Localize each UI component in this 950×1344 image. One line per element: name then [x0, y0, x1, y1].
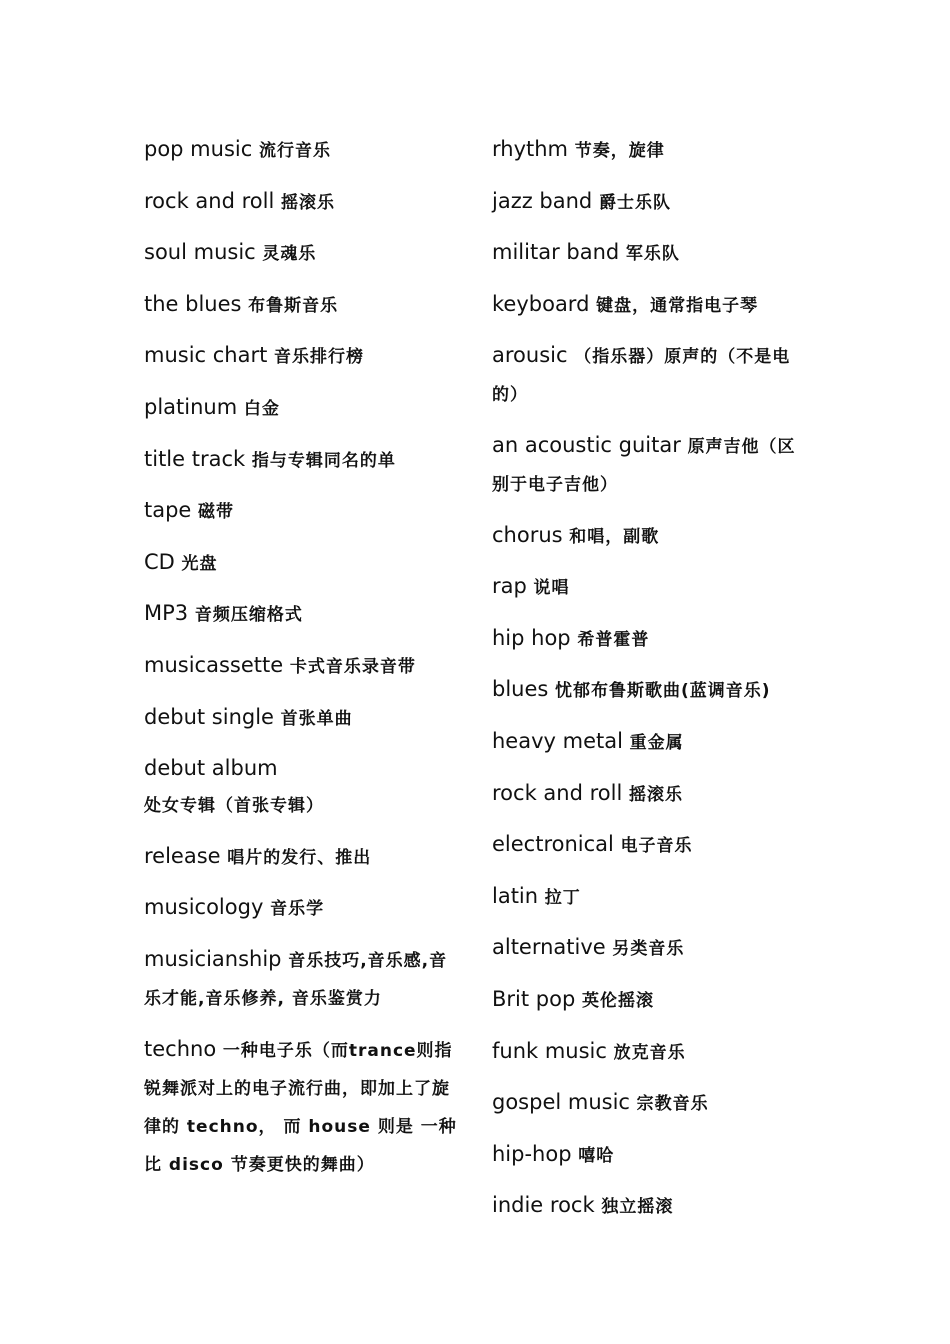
vocab-entry: [492, 183, 810, 221]
vocab-entry: [144, 492, 462, 530]
vocab-entry: [492, 517, 810, 555]
vocab-entry: [492, 1084, 810, 1122]
chinese-definition: 希普霍普: [577, 629, 650, 650]
english-term: keyboard: [492, 291, 590, 316]
vocab-entry: [144, 389, 462, 427]
chinese-definition: 摇滚乐: [628, 784, 683, 805]
english-term: chorus: [492, 522, 563, 547]
chinese-definition: 独立摇滚: [601, 1197, 674, 1218]
english-term: debut single: [144, 704, 274, 729]
english-term: arousic: [492, 343, 568, 368]
english-term: CD: [144, 549, 175, 574]
vocab-entry: [492, 878, 810, 916]
vocab-entry: [144, 647, 462, 685]
chinese-definition: 音乐学: [270, 899, 325, 920]
chinese-definition: 卡式音乐录音带: [289, 656, 416, 677]
english-term: electronical: [492, 832, 614, 857]
vocab-entry: [492, 620, 810, 658]
english-term: funk music: [492, 1038, 607, 1063]
english-term: musicassette: [144, 652, 284, 677]
chinese-definition: 音频压缩格式: [194, 605, 303, 626]
chinese-definition: 白金: [243, 398, 280, 419]
vocab-entry: [492, 1033, 810, 1071]
english-term: militar band: [492, 240, 620, 265]
vocab-entry: [492, 723, 810, 761]
english-term: music chart: [144, 343, 268, 368]
vocab-entry: [144, 286, 462, 324]
english-term: an acoustic guitar: [492, 432, 681, 457]
english-term: indie rock: [492, 1193, 595, 1218]
chinese-definition: 嘻哈: [578, 1145, 615, 1166]
chinese-definition: 键盘，通常指电子琴: [596, 295, 759, 316]
chinese-definition: 电子音乐: [620, 836, 693, 857]
vocab-entry: [492, 427, 810, 503]
vocab-entry: [492, 234, 810, 272]
vocab-entry: [144, 183, 462, 221]
english-term: hip hop: [492, 625, 571, 650]
english-term: alternative: [492, 935, 606, 960]
vocab-entry: [144, 131, 462, 169]
vocab-entry: [492, 775, 810, 813]
chinese-definition: 和唱，副歌: [569, 526, 660, 547]
vocab-entry: [144, 595, 462, 633]
chinese-definition: 音乐排行榜: [274, 347, 365, 368]
chinese-definition: 摇滚乐: [280, 192, 335, 213]
english-term: debut album: [144, 756, 278, 781]
chinese-definition: 处女专辑（首张专辑）: [144, 796, 324, 817]
english-term: rock and roll: [144, 188, 275, 213]
vocab-entry: [492, 929, 810, 967]
english-term: rhythm: [492, 137, 569, 161]
english-term: heavy metal: [492, 728, 623, 753]
chinese-definition: 布鲁斯音乐: [248, 295, 339, 316]
chinese-definition: 原声吉他（区别于电子吉他）: [492, 436, 796, 495]
chinese-definition: （指乐器）原声的（不是电的）: [492, 347, 791, 406]
english-term: release: [144, 843, 221, 868]
vocab-entry: [492, 826, 810, 864]
chinese-definition: 唱片的发行、推出: [227, 847, 372, 868]
english-term: musicianship: [144, 946, 282, 971]
chinese-definition: 军乐队: [625, 244, 680, 265]
chinese-definition: 指与专辑同名的单: [251, 450, 396, 471]
chinese-definition: 忧郁布鲁斯歌曲(蓝调音乐): [555, 681, 771, 702]
english-term: rap: [492, 574, 527, 599]
vocab-entry: [144, 889, 462, 927]
vocab-entry: [144, 1031, 462, 1183]
chinese-definition: 音乐技巧,音乐感,音乐才能,音乐修养, 音乐鉴赏力: [144, 950, 448, 1009]
chinese-definition: 流行音乐: [258, 141, 331, 161]
english-term: pop music: [144, 137, 253, 161]
vocab-entry: [144, 750, 462, 824]
vocab-entry: [144, 838, 462, 876]
chinese-definition: 英伦摇滚: [581, 990, 654, 1011]
english-term: title track: [144, 446, 246, 471]
vocab-entry: [144, 337, 462, 375]
chinese-definition: 节奏，旋律: [574, 141, 665, 161]
english-term: latin: [492, 883, 539, 908]
vocab-entry: [492, 568, 810, 606]
english-term: hip-hop: [492, 1141, 572, 1166]
chinese-definition: 拉丁: [544, 887, 581, 908]
vocab-entry: [144, 544, 462, 582]
vocab-entry: [492, 337, 810, 413]
english-term: techno: [144, 1036, 217, 1061]
chinese-definition: 首张单曲: [280, 708, 353, 729]
chinese-definition: 放克音乐: [613, 1042, 686, 1063]
english-term: jazz band: [492, 188, 593, 213]
vocab-entry: [144, 234, 462, 272]
vocab-entry: [144, 441, 462, 479]
vocab-entry: [492, 286, 810, 324]
english-term: musicology: [144, 895, 264, 920]
chinese-definition: 光盘: [181, 553, 218, 574]
chinese-definition: 爵士乐队: [598, 192, 671, 213]
vocab-entry: [144, 699, 462, 737]
vocab-entry: [492, 671, 810, 709]
vocab-entry: [492, 1136, 810, 1174]
english-term: platinum: [144, 394, 238, 419]
right-column: [492, 131, 810, 1239]
english-term: MP3: [144, 601, 189, 626]
chinese-definition: 磁带: [198, 502, 235, 523]
chinese-definition: 说唱: [533, 578, 570, 599]
english-term: gospel music: [492, 1090, 630, 1115]
vocab-entry: [492, 981, 810, 1019]
english-term: soul music: [144, 240, 256, 265]
english-term: blues: [492, 677, 549, 702]
chinese-definition: 灵魂乐: [262, 244, 317, 265]
english-term: tape: [144, 498, 192, 523]
vocab-entry: [492, 131, 810, 169]
chinese-definition: 一种电子乐（而trance则指锐舞派对上的电子流行曲，即加上了旋律的 techno， 而 house 则是 一种比 disco 节奏更快的舞曲）: [144, 1040, 457, 1175]
english-term: Brit pop: [492, 986, 576, 1011]
english-term: the blues: [144, 291, 242, 316]
chinese-definition: 重金属: [629, 732, 684, 753]
chinese-definition: 另类音乐: [612, 939, 685, 960]
chinese-definition: 宗教音乐: [636, 1094, 709, 1115]
left-column: [144, 131, 462, 1196]
vocab-entry: [492, 1187, 810, 1225]
vocab-entry: [144, 941, 462, 1017]
english-term: rock and roll: [492, 780, 623, 805]
